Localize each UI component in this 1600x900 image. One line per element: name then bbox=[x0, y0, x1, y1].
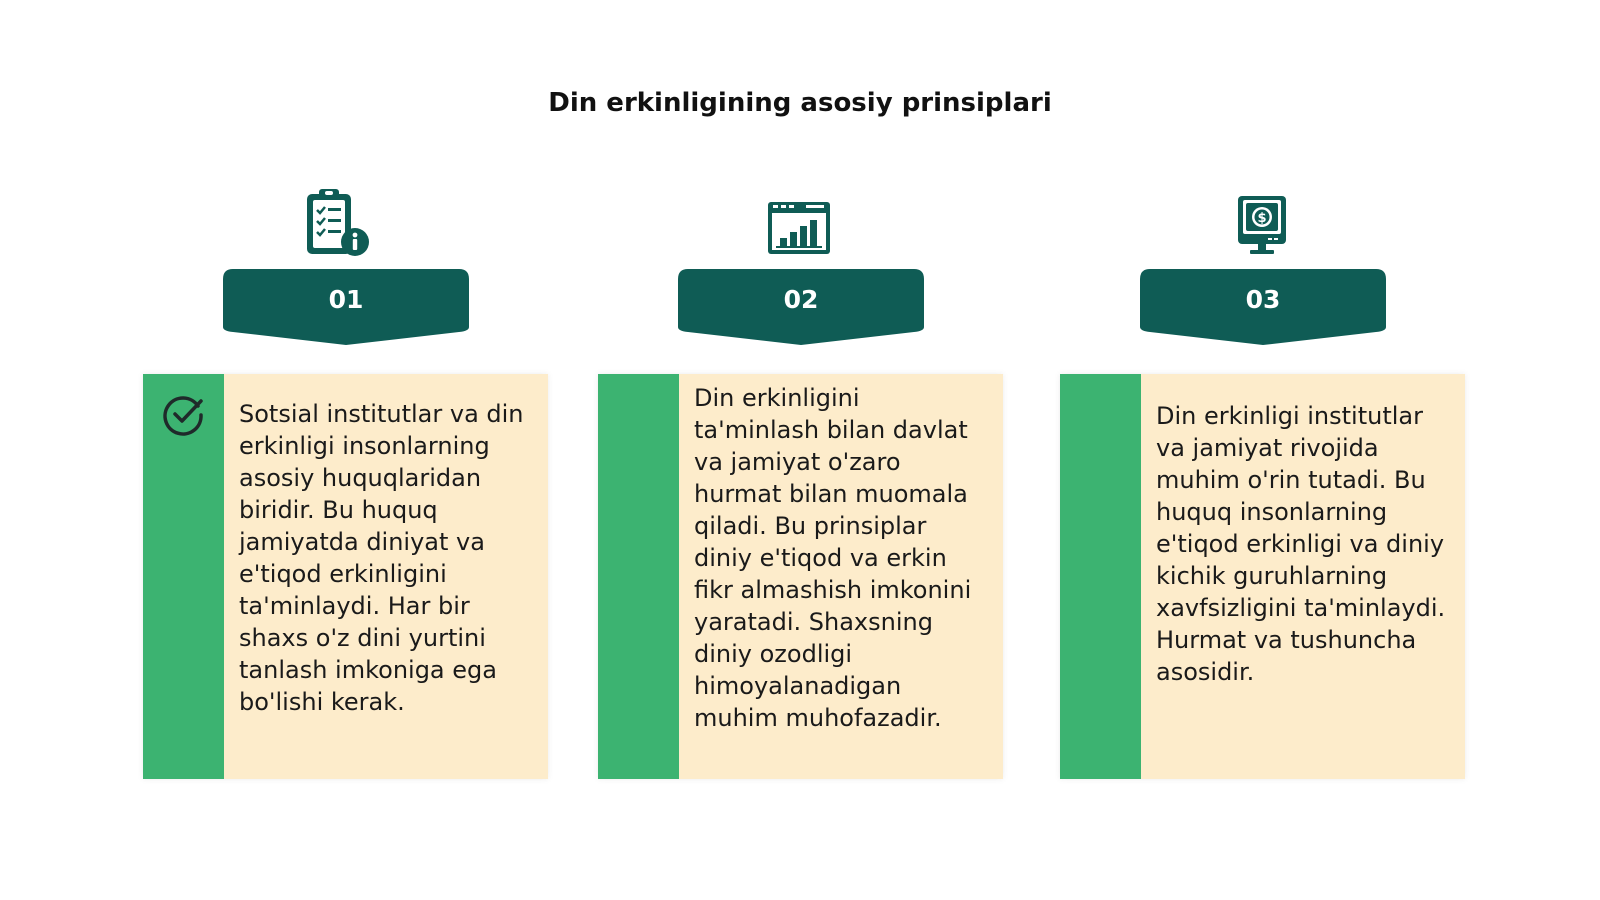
principle-card bbox=[598, 374, 1003, 779]
principle-column-3 bbox=[1060, 0, 1465, 900]
number-label: 03 bbox=[1245, 285, 1281, 314]
monitor-dollar-icon bbox=[1220, 188, 1304, 260]
number-label: 02 bbox=[783, 285, 819, 314]
card-accent-bar bbox=[598, 374, 679, 779]
number-label: 01 bbox=[328, 285, 364, 314]
principle-column-1 bbox=[143, 0, 548, 900]
number-badge bbox=[223, 269, 469, 347]
card-text: Din erkinligi institutlar va jamiyat rivojida muhim o'rin tutadi. Bu huquq insonlarning e'tiqod erkinligi va diniy kichik guruhlarning xavfsizligini ta'minlaydi. Hurmat va tushuncha asosidir. bbox=[1156, 402, 1446, 686]
card-text: Din erkinligini ta'minlash bilan davlat va jamiyat o'zaro hurmat bilan muomala qiladi. Bu prinsiplar diniy e'tiqod va erkin fikr almashish imkonini yaratadi. Shaxsning diniy ozodligi himoyalanadigan muhim muhofazadir. bbox=[694, 384, 972, 732]
principle-column-2 bbox=[598, 0, 1003, 900]
principle-card bbox=[1060, 374, 1465, 779]
svg-text:$: $ bbox=[1257, 211, 1267, 226]
principle-card bbox=[143, 374, 548, 779]
browser-bar-chart-icon bbox=[758, 188, 842, 260]
page-title: Din erkinligining asosiy prinsiplari bbox=[548, 88, 1052, 118]
card-text: Sotsial institutlar va din erkinligi insonlarning asosiy huquqlaridan biridir. Bu huquq jamiyatda diniyat va e'tiqod erkinligini ta'minlaydi. Har bir shaxs o'z dini yurtini tanlash imkoniga ega bo'lishi kerak. bbox=[239, 400, 524, 716]
number-badge bbox=[1140, 269, 1386, 347]
clipboard-checklist-info-icon bbox=[303, 188, 387, 260]
card-accent-bar bbox=[1060, 374, 1141, 779]
number-badge bbox=[678, 269, 924, 347]
check-circle-icon bbox=[161, 392, 207, 438]
